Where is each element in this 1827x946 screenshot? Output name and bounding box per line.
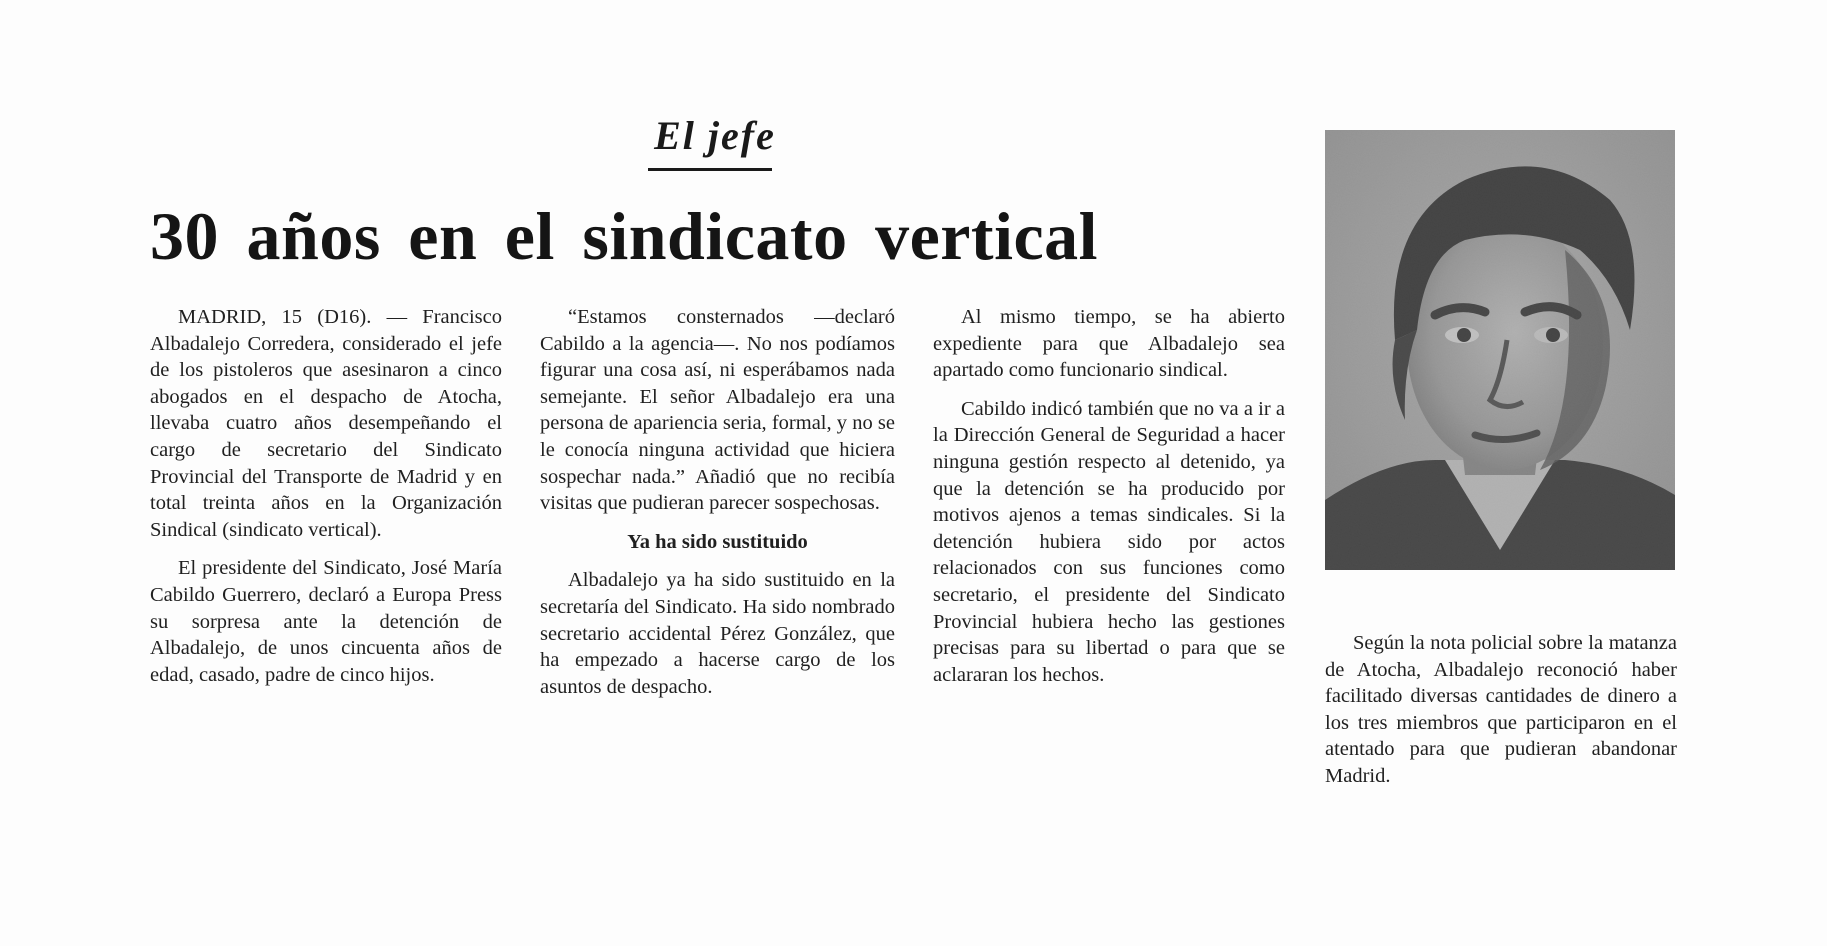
subheading: Ya ha sido sustituido: [627, 530, 808, 553]
photo-caption: [1325, 630, 1677, 802]
paragraph: Al mismo tiempo, se ha abierto expediente para que Albadalejo sea apartado como funcionario sindical.: [933, 306, 1285, 382]
caption-text: Según la nota policial sobre la matanza de Atocha, Albadalejo reconoció haber facilitado diversas cantidades de dinero a los tres miembros que participaron en el atentado para que pudieran abandonar Madrid.: [1325, 632, 1677, 787]
paragraph: Albadalejo ya ha sido sustituido en la secretaría del Sindicato. Ha sido nombrado secretario accidental Pérez González, que ha empezado a hacerse cargo de los asuntos de despacho.: [540, 569, 895, 698]
article-column-1: [150, 304, 502, 700]
kicker-underline: [648, 168, 772, 171]
paragraph: El presidente del Sindicato, José María Cabildo Guerrero, declaró a Europa Press su sorpresa ante la detención de Albadalejo, de unos cincuenta años de edad, casado, padre de cinco hijos.: [150, 557, 502, 686]
article-column-3: [933, 304, 1285, 700]
portrait-image: [1325, 130, 1675, 570]
paragraph: MADRID, 15 (D16). — Francisco Albadalejo Corredera, considerado el jefe de los pistoleros que asesinaron a cinco abogados en el despacho de Atocha, llevaba cuatro años desempeñando el cargo de secretario del Sindicato Provincial del Transporte de Madrid y en total treinta años en la Organización Sindical (sindicato vertical).: [150, 306, 502, 541]
kicker-heading: El jefe: [654, 113, 776, 158]
headline: 30 años en el sindicato vertical: [150, 198, 1099, 274]
paragraph: Cabildo indicó también que no va a ir a la Dirección General de Seguridad a hacer ninguna gestión respecto al detenido, ya que la detención se ha producido por motivos ajenos a temas sindicales. Si la detención hubiera sido por actos relacionados con sus funciones como secretario, el presidente del Sindicato Provincial hubiera hecho las gestiones precisas para su libertad o para que se aclararan los hechos.: [933, 397, 1285, 686]
paragraph: “Estamos consternados —declaró Cabildo a la agencia—. No nos podíamos figurar una cosa así, ni esperábamos nada semejante. El señor Albadalejo era una persona de apariencia seria, formal, y no se le conocía ninguna actividad que hiciera sospechar nada.” Añadió que no recibía visitas que pudieran parecer sospechosas.: [540, 306, 895, 515]
article-column-2: [540, 304, 895, 712]
portrait-photo: [1325, 130, 1675, 570]
